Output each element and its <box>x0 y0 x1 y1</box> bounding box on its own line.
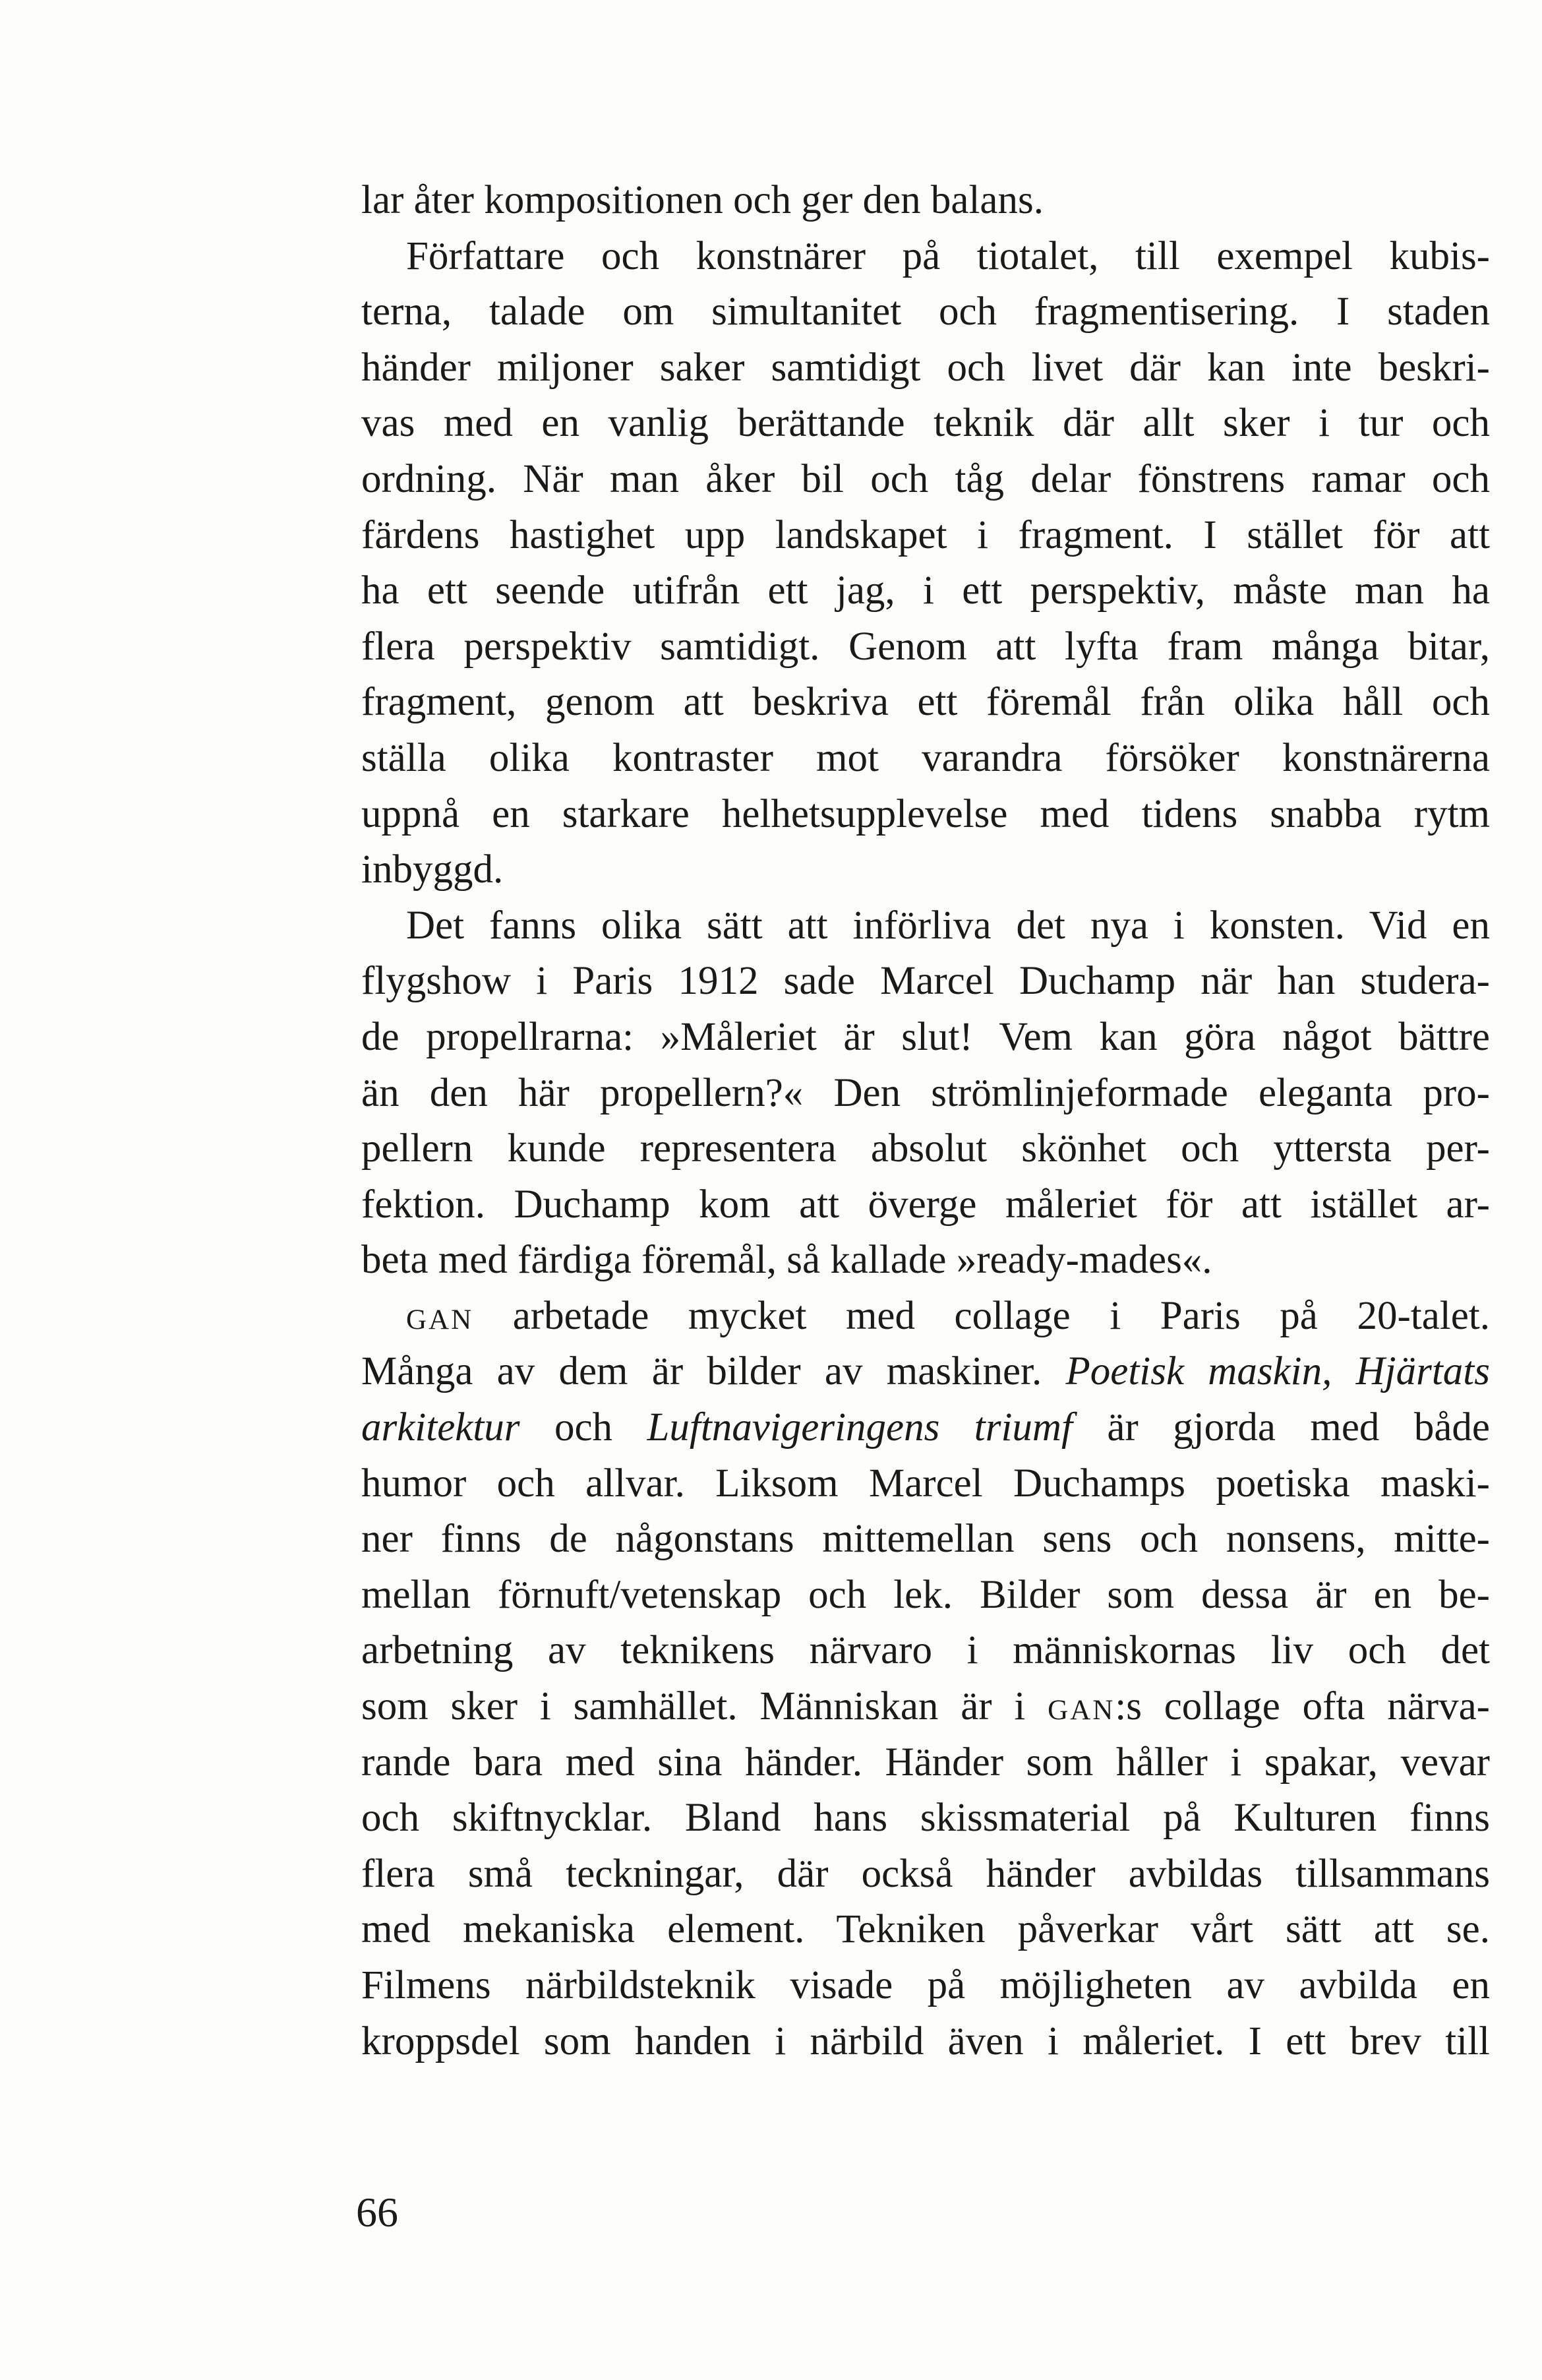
text-line: ha ett seende utifrån ett jag, i ett perspektiv, måste man ha <box>361 568 1490 613</box>
text-line: beta med färdiga föremål, så kallade »ready-mades«. <box>361 1238 1212 1283</box>
text-line: lar åter kompositionen och ger den balans. <box>361 178 1044 222</box>
text-span: :s collage ofta närva- <box>1115 1684 1490 1729</box>
text-line: ställa olika kontraster mot varandra försöker konstnärerna <box>361 735 1490 780</box>
text-span: som sker i samhället. Människan är i <box>361 1684 1048 1729</box>
text-line: humor och allvar. Liksom Marcel Duchamps poetiska maski- <box>361 1461 1490 1506</box>
text-line: fektion. Duchamp kom att överge måleriet för att istället ar- <box>361 1182 1490 1227</box>
text-line: ner finns de någonstans mittemellan sens och nonsens, mitte- <box>361 1517 1490 1562</box>
text-line <box>361 1289 1490 1345</box>
text-line: Det fanns olika sätt att införliva det nya i konsten. Vid en <box>406 903 1490 948</box>
page-number: 66 <box>356 2189 398 2236</box>
small-caps-name: GAN <box>1048 1695 1115 1726</box>
text-line: pellern kunde representera absolut skönhet och yttersta per- <box>361 1126 1490 1171</box>
artwork-title: arkitektur <box>361 1405 520 1450</box>
text-line <box>361 1679 1490 1735</box>
text-line: flygshow i Paris 1912 sade Marcel Duchamp när han studera- <box>361 959 1490 1004</box>
text-line: arbetning av teknikens närvaro i människornas liv och det <box>361 1628 1490 1673</box>
text-line: händer miljoner saker samtidigt och livet där kan inte beskri- <box>361 345 1490 390</box>
text-line <box>361 1344 1490 1400</box>
small-caps-name: GAN <box>406 1304 474 1335</box>
text-line: rande bara med sina händer. Händer som håller i spakar, vevar <box>361 1740 1490 1785</box>
text-line <box>361 1400 1490 1456</box>
text-line: med mekaniska element. Tekniken påverkar vårt sätt att se. <box>361 1907 1490 1952</box>
text-line: än den här propellern?« Den strömlinjeformade eleganta pro- <box>361 1070 1490 1115</box>
artwork-title: Poetisk maskin, Hjärtats <box>1065 1349 1490 1394</box>
text-line: ordning. När man åker bil och tåg delar fönstrens ramar och <box>361 456 1490 501</box>
text-line: inbyggd. <box>361 847 504 892</box>
text-line: de propellrarna: »Måleriet är slut! Vem kan göra något bättre <box>361 1014 1490 1059</box>
artwork-title: Luftnavigeringens triumf <box>647 1405 1073 1450</box>
text-line: Filmens närbildsteknik visade på möjligheten av avbilda en <box>361 1963 1490 2007</box>
text-line: kroppsdel som handen i närbild även i måleriet. I ett brev till <box>361 2019 1490 2063</box>
text-line: och skiftnycklar. Bland hans skissmaterial på Kulturen finns <box>361 1796 1490 1841</box>
text-line: Författare och konstnärer på tiotalet, till exempel kubis- <box>406 233 1490 278</box>
text-line: terna, talade om simultanitet och fragmentisering. I staden <box>361 290 1490 334</box>
text-line: färdens hastighet upp landskapet i fragment. I stället för att <box>361 512 1490 557</box>
body-text <box>361 173 1490 2069</box>
text-line: vas med en vanlig berättande teknik där allt sker i tur och <box>361 401 1490 446</box>
text-line: fragment, genom att beskriva ett föremål från olika håll och <box>361 680 1490 725</box>
text-line: mellan förnuft/vetenskap och lek. Bilder som dessa är en be- <box>361 1572 1490 1617</box>
text-line: flera små teckningar, där också händer avbildas tillsammans <box>361 1851 1490 1896</box>
text-span: arbetade mycket med collage i Paris på 20-talet. <box>473 1293 1490 1338</box>
text-span: Många av dem är bilder av maskiner. <box>361 1349 1066 1394</box>
text-span: och <box>519 1405 647 1450</box>
text-span: är gjorda med både <box>1072 1405 1490 1450</box>
text-line: uppnå en starkare helhetsupplevelse med tidens snabba rytm <box>361 791 1490 836</box>
text-line: flera perspektiv samtidigt. Genom att lyfta fram många bitar, <box>361 624 1490 669</box>
